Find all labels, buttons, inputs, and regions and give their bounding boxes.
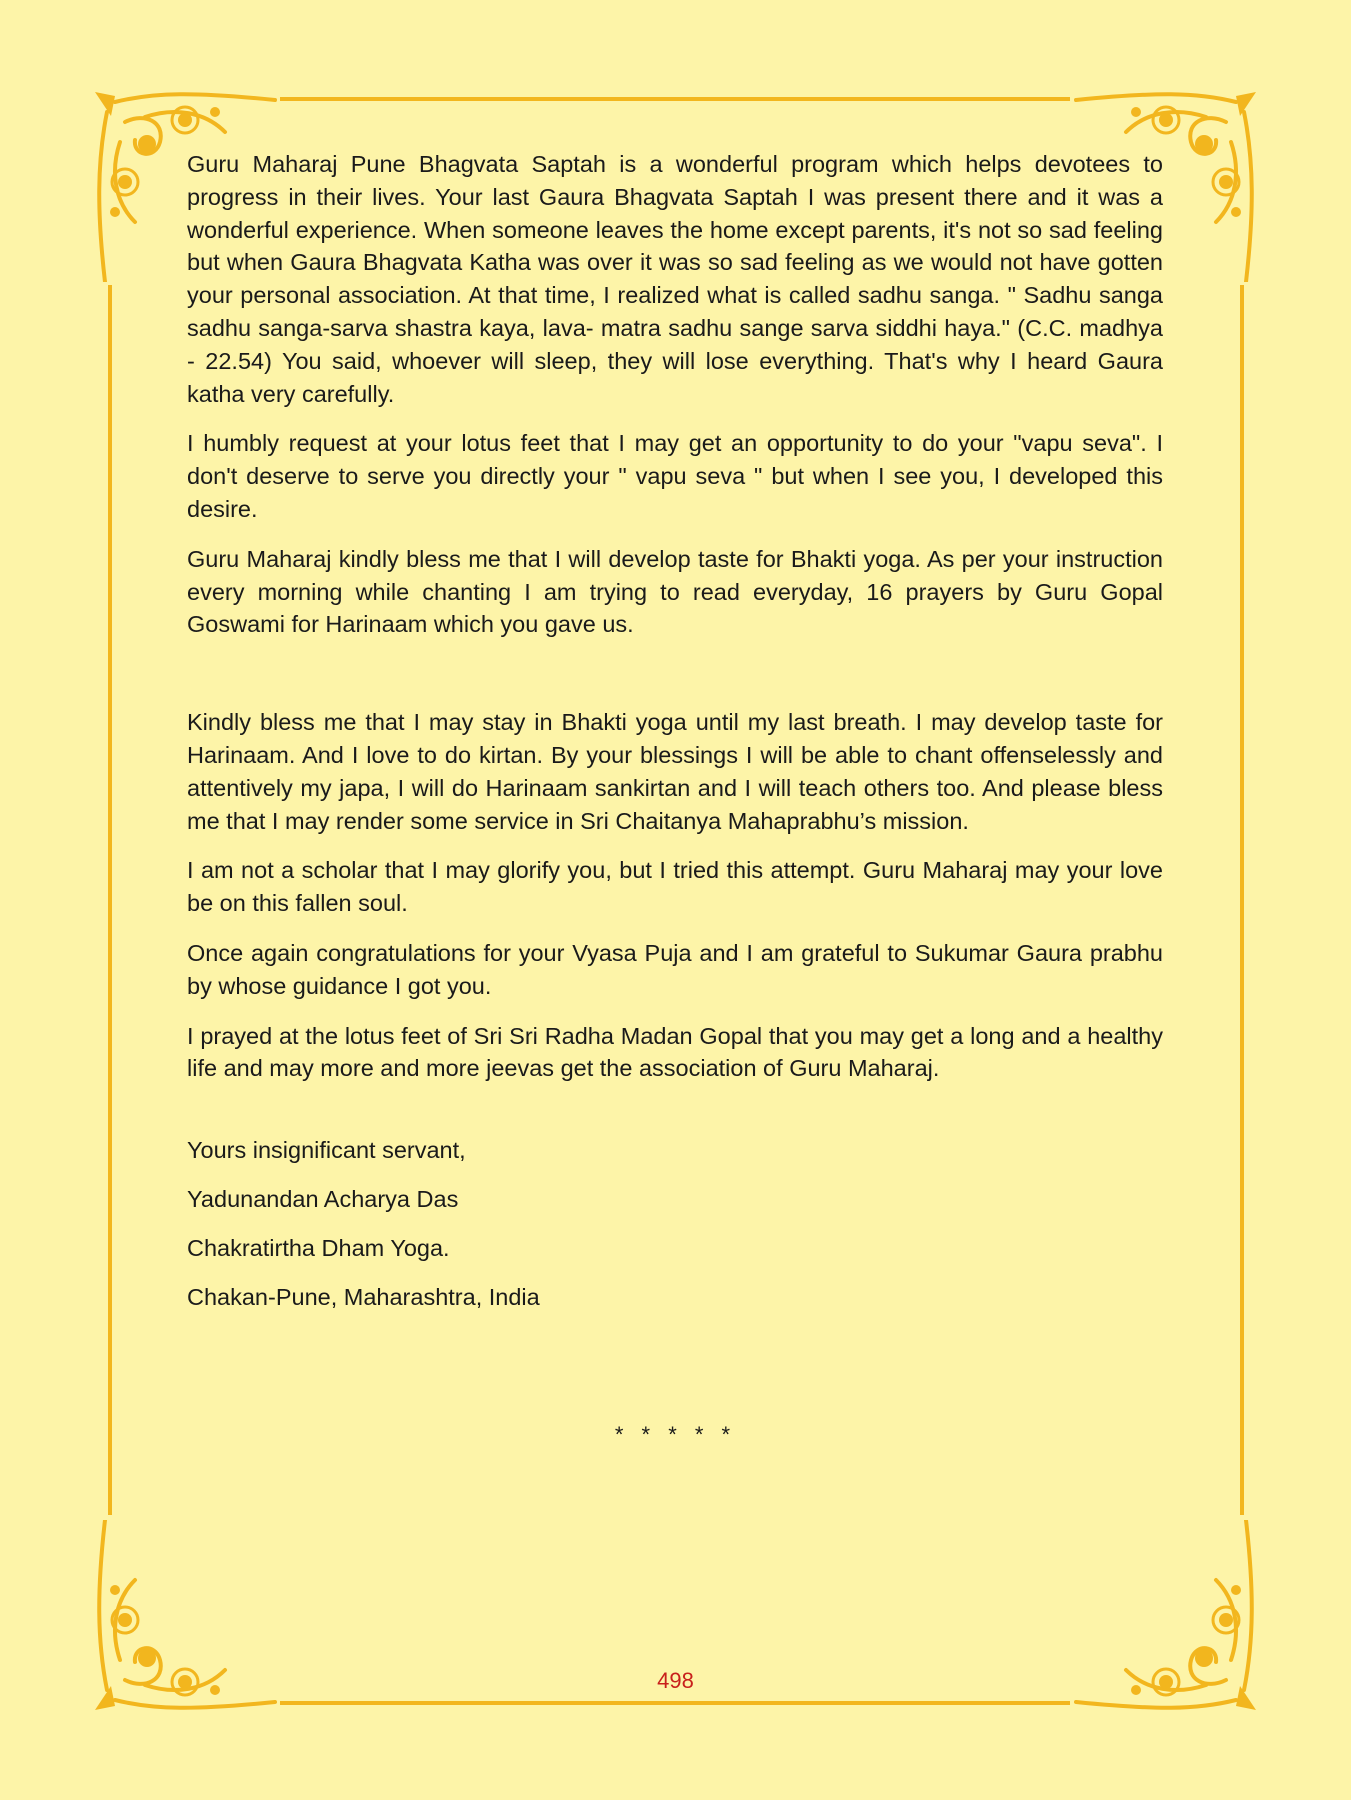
paragraph-harinaam: Kindly bless me that I may stay in Bhakti yoga until my last breath. I may develop taste for Harinaam. And I love to do kirtan. By your blessings I will be able to chant offenselessly and attentively my japa, I will do Harinaam sankirtan and I will teach others too. And please bless me that I may render some service in Sri Chaitanya Mahaprabhu’s mission. <box>187 709 1163 834</box>
paragraph-glorify: I am not a scholar that I may glorify you, but I tried this attempt. Guru Maharaj may your love be on this fallen soul. <box>187 857 1163 917</box>
paragraph-vapu-seva: I humbly request at your lotus feet that I may get an opportunity to do your "vapu seva". I don't deserve to serve you directly your " vapu seva " but when I see you, I developed this desire. <box>187 430 1163 522</box>
paragraph-congratulations: Once again congratulations for your Vyasa Puja and I am grateful to Sukumar Gaura prabhu by whose guidance I got you. <box>187 939 1163 999</box>
border-top-line <box>280 97 1070 101</box>
section-separator: * * * * * <box>614 1422 737 1447</box>
paragraph-gap <box>187 658 1163 706</box>
signature-name: Yadunandan Acharya Das <box>187 1186 459 1213</box>
letter-body <box>187 148 1163 1330</box>
signature-closing: Yours insignificant servant, <box>187 1137 466 1164</box>
paragraph-prayer: I prayed at the lotus feet of Sri Sri Radha Madan Gopal that you may get a long and a healthy life and may more and more jeevas get the association of Guru Maharaj. <box>187 1022 1163 1082</box>
border-left-line <box>108 285 112 1515</box>
signature-gap <box>187 1102 1163 1134</box>
page-number: 498 <box>657 1668 694 1693</box>
border-bottom-line <box>280 1701 1070 1705</box>
paragraph-bhagvata-saptah: Guru Maharaj Pune Bhagvata Saptah is a wonderful program which helps devotees to progress in their lives. Your last Gaura Bhagvata Saptah I was present there and it was a wonderful experience. When someone leaves the home except parents, it's not so sad feeling but when Gaura Bhagvata Katha was over it was so sad feeling as we would not have gotten your personal association. At that time, I realized what is called sadhu sanga. " Sadhu sanga sadhu sanga-sarva shastra kaya, lava- matra sadhu sange sarva siddhi haya." (C.C. madhya - 22.54) You said, whoever will sleep, they will lose everything. That's why I heard Gaura katha very carefully. <box>187 151 1163 407</box>
paragraph-bhakti-taste: Guru Maharaj kindly bless me that I will develop taste for Bhakti yoga. As per your instruction every morning while chanting I am trying to read everyday, 16 prayers by Guru Gopal Goswami for Harinaam which you gave us. <box>187 545 1163 638</box>
signature-place: Chakratirtha Dham Yoga. <box>187 1235 450 1262</box>
border-right-line <box>1240 285 1244 1515</box>
signature-location: Chakan-Pune, Maharashtra, India <box>187 1284 540 1311</box>
